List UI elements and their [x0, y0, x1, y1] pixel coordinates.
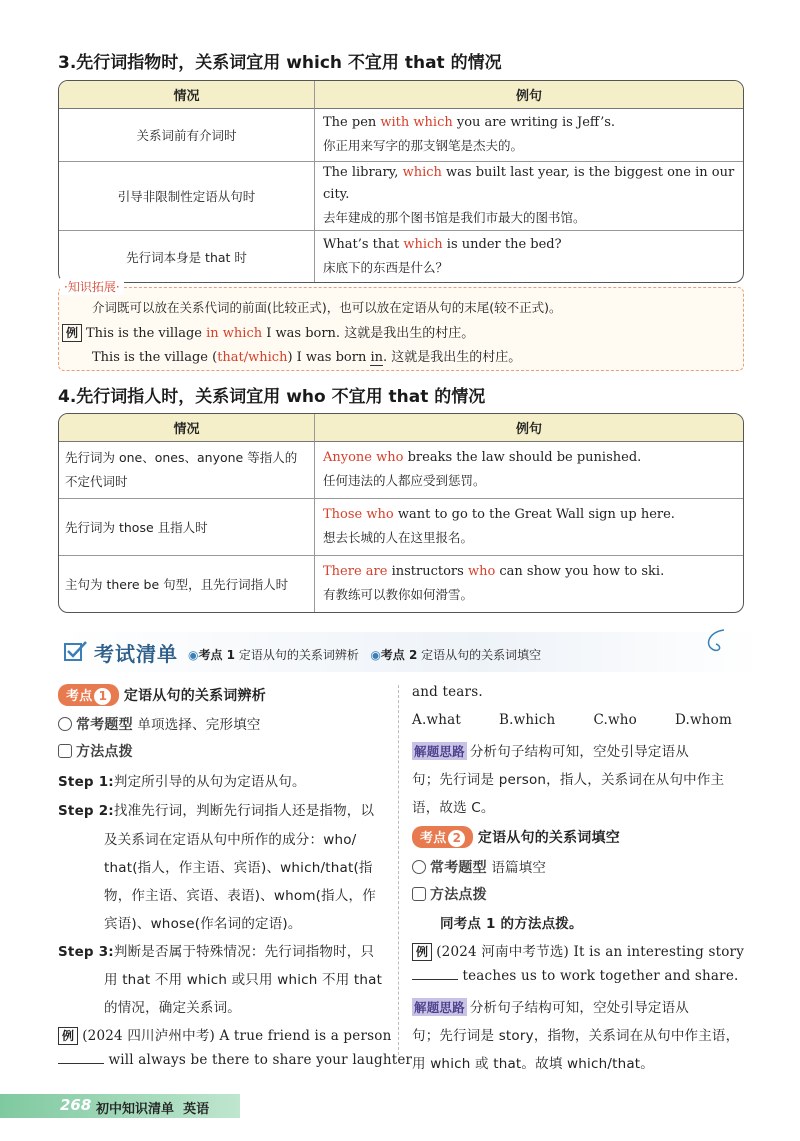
- section-4-title: 4.先行词指人时，关系词宜用 who 不宜用 that 的情况: [58, 387, 486, 407]
- example-cell: What’s that which is under the bed? 床底下的东西是什么？: [315, 230, 743, 282]
- step-3-line: 用 that 不用 which 或只用 which 不用 that: [104, 972, 383, 988]
- exam-points: ◉考点 1 定语从句的关系词辨析 ◉考点 2 定语从句的关系词填空: [188, 648, 542, 662]
- checkbox-icon: [64, 640, 88, 662]
- step-1: Step 1:判定所引导的从句为定语从句。: [58, 774, 306, 790]
- col-header-situation: 情况: [59, 81, 315, 109]
- swirl-icon: [700, 628, 730, 658]
- column-divider: [398, 685, 399, 1055]
- step-3-line: 的情况，确定关系词。: [104, 1000, 241, 1016]
- document-icon: [412, 887, 426, 901]
- solution-2-line: 句；先行词是 story，指物，关系词在从句中作主语，: [412, 1028, 740, 1044]
- option-c: C.who: [593, 712, 637, 728]
- table-row: [59, 109, 743, 161]
- method-tip-2: 方法点拨: [412, 884, 487, 904]
- example-question-2: 例 (2024 河南中考节选) It is an interesting story: [412, 940, 744, 961]
- example-cell: The pen with which you are writing is Jeff’s. 你正用来写字的那支钢笔是杰夫的。: [323, 115, 616, 153]
- answer-options: [412, 712, 732, 728]
- point-2-heading: 考点 2 定语从句的关系词填空: [412, 826, 620, 848]
- question-type-2: 常考题型 语篇填空: [412, 856, 546, 877]
- knowledge-tag: ·知识拓展·: [60, 278, 124, 295]
- who-table: [58, 413, 744, 613]
- knowledge-example-2: This is the village (that/which) I was born in. 这就是我出生的村庄。: [92, 350, 522, 365]
- step-2-line: 宾语)、whose(作名词的定语)。: [104, 916, 302, 932]
- step-2-line: 及关系词在定语从句中所作的成分：who/: [104, 832, 357, 848]
- point-1-heading: 考点 1 定语从句的关系词辨析: [58, 684, 266, 706]
- situation-cell: 先行词本身是 that 时: [59, 230, 315, 282]
- example-cell: Those who want to go to the Great Wall sign up here. 想去长城的人在这里报名。: [315, 498, 743, 555]
- page-number: 268: [60, 1096, 92, 1114]
- table-row: [59, 555, 743, 612]
- step-3: Step 3:判断是否属于特殊情况：先行词指物时，只: [58, 944, 375, 960]
- situation-cell: 引导非限制性定语从句时: [59, 161, 315, 230]
- example-question-1-line2: will always be there to share your laughter: [58, 1052, 412, 1068]
- example-badge: 例: [412, 943, 432, 961]
- solution-1: 解题思路 分析句子结构可知，空处引导定语从: [414, 744, 690, 760]
- col-header-situation: 情况: [59, 414, 315, 442]
- option-b: B.which: [498, 712, 556, 728]
- example-cell: There are instructors who can show you how to ski. 有教练可以教你如何滑雪。: [315, 555, 743, 612]
- exam-title: 考试清单: [94, 642, 178, 666]
- knowledge-example-1: 例 This is the village in which I was born. 这就是我出生的村庄。: [62, 322, 474, 342]
- table-row: [59, 498, 743, 555]
- col-header-example: 例句: [315, 414, 743, 442]
- table-row: [59, 161, 743, 230]
- table-row: [59, 230, 743, 282]
- document-icon: [58, 744, 72, 758]
- option-a: A.what: [412, 712, 461, 728]
- situation-cell: 主句为 there be 句型，且先行词指人时: [59, 555, 315, 612]
- solution-2: 解题思路 分析句子结构可知，空处引导定语从: [414, 1000, 690, 1016]
- step-2-line: 物，作主语、宾语、表语)、whom(指人，作: [104, 888, 376, 904]
- answer-blank: [412, 968, 458, 980]
- example-badge: 例: [58, 1027, 78, 1045]
- table-row: [59, 442, 743, 498]
- situation-cell: 先行词为 one、ones、anyone 等指人的不定代词时: [59, 442, 315, 498]
- example-cell: The library, which was built last year, is the biggest one in our city. 去年建成的那个图书馆是我们市最大的图书馆。: [315, 161, 743, 230]
- col-header-example: 例句: [315, 81, 743, 109]
- question-continued: and tears.: [412, 684, 483, 700]
- solution-1-line: 句；先行词是 person，指人，关系词在从句中作主: [412, 772, 725, 788]
- target-icon: [412, 860, 426, 874]
- example-cell: Anyone who breaks the law should be punished. 任何违法的人都应受到惩罚。: [323, 450, 642, 488]
- example-question-1: 例 (2024 四川泸州中考) A true friend is a person: [58, 1024, 391, 1045]
- example-question-2-line2: teaches us to work together and share.: [412, 968, 739, 984]
- knowledge-text: 介词既可以放在关系代词的前面(比较正式)，也可以放在定语从句的末尾(较不正式)。: [92, 300, 562, 315]
- section-3-title: 3.先行词指物时，关系词宜用 which 不宜用 that 的情况: [58, 53, 502, 73]
- option-d: D.whom: [674, 712, 732, 728]
- situation-cell: 关系词前有介词时: [59, 109, 315, 161]
- step-2: Step 2:找准先行词，判断先行词指人还是指物，以: [58, 803, 375, 819]
- question-type: 常考题型 单项选择、完形填空: [58, 713, 261, 734]
- same-method: 同考点 1 的方法点拨。: [440, 916, 583, 932]
- which-table: [58, 80, 744, 283]
- method-tip: 方法点拨: [58, 741, 133, 761]
- example-badge: 例: [62, 324, 82, 342]
- situation-cell: 先行词为 those 且指人时: [59, 498, 315, 555]
- target-icon: [58, 717, 72, 731]
- book-title: 初中知识清单 英语: [96, 1102, 210, 1117]
- solution-2-line: 用 which 或 that。故填 which/that。: [412, 1056, 654, 1072]
- answer-blank: [58, 1052, 104, 1064]
- solution-1-line: 语，故选 C。: [412, 800, 495, 816]
- step-2-line: that(指人，作主语、宾语)、which/that(指: [104, 860, 373, 876]
